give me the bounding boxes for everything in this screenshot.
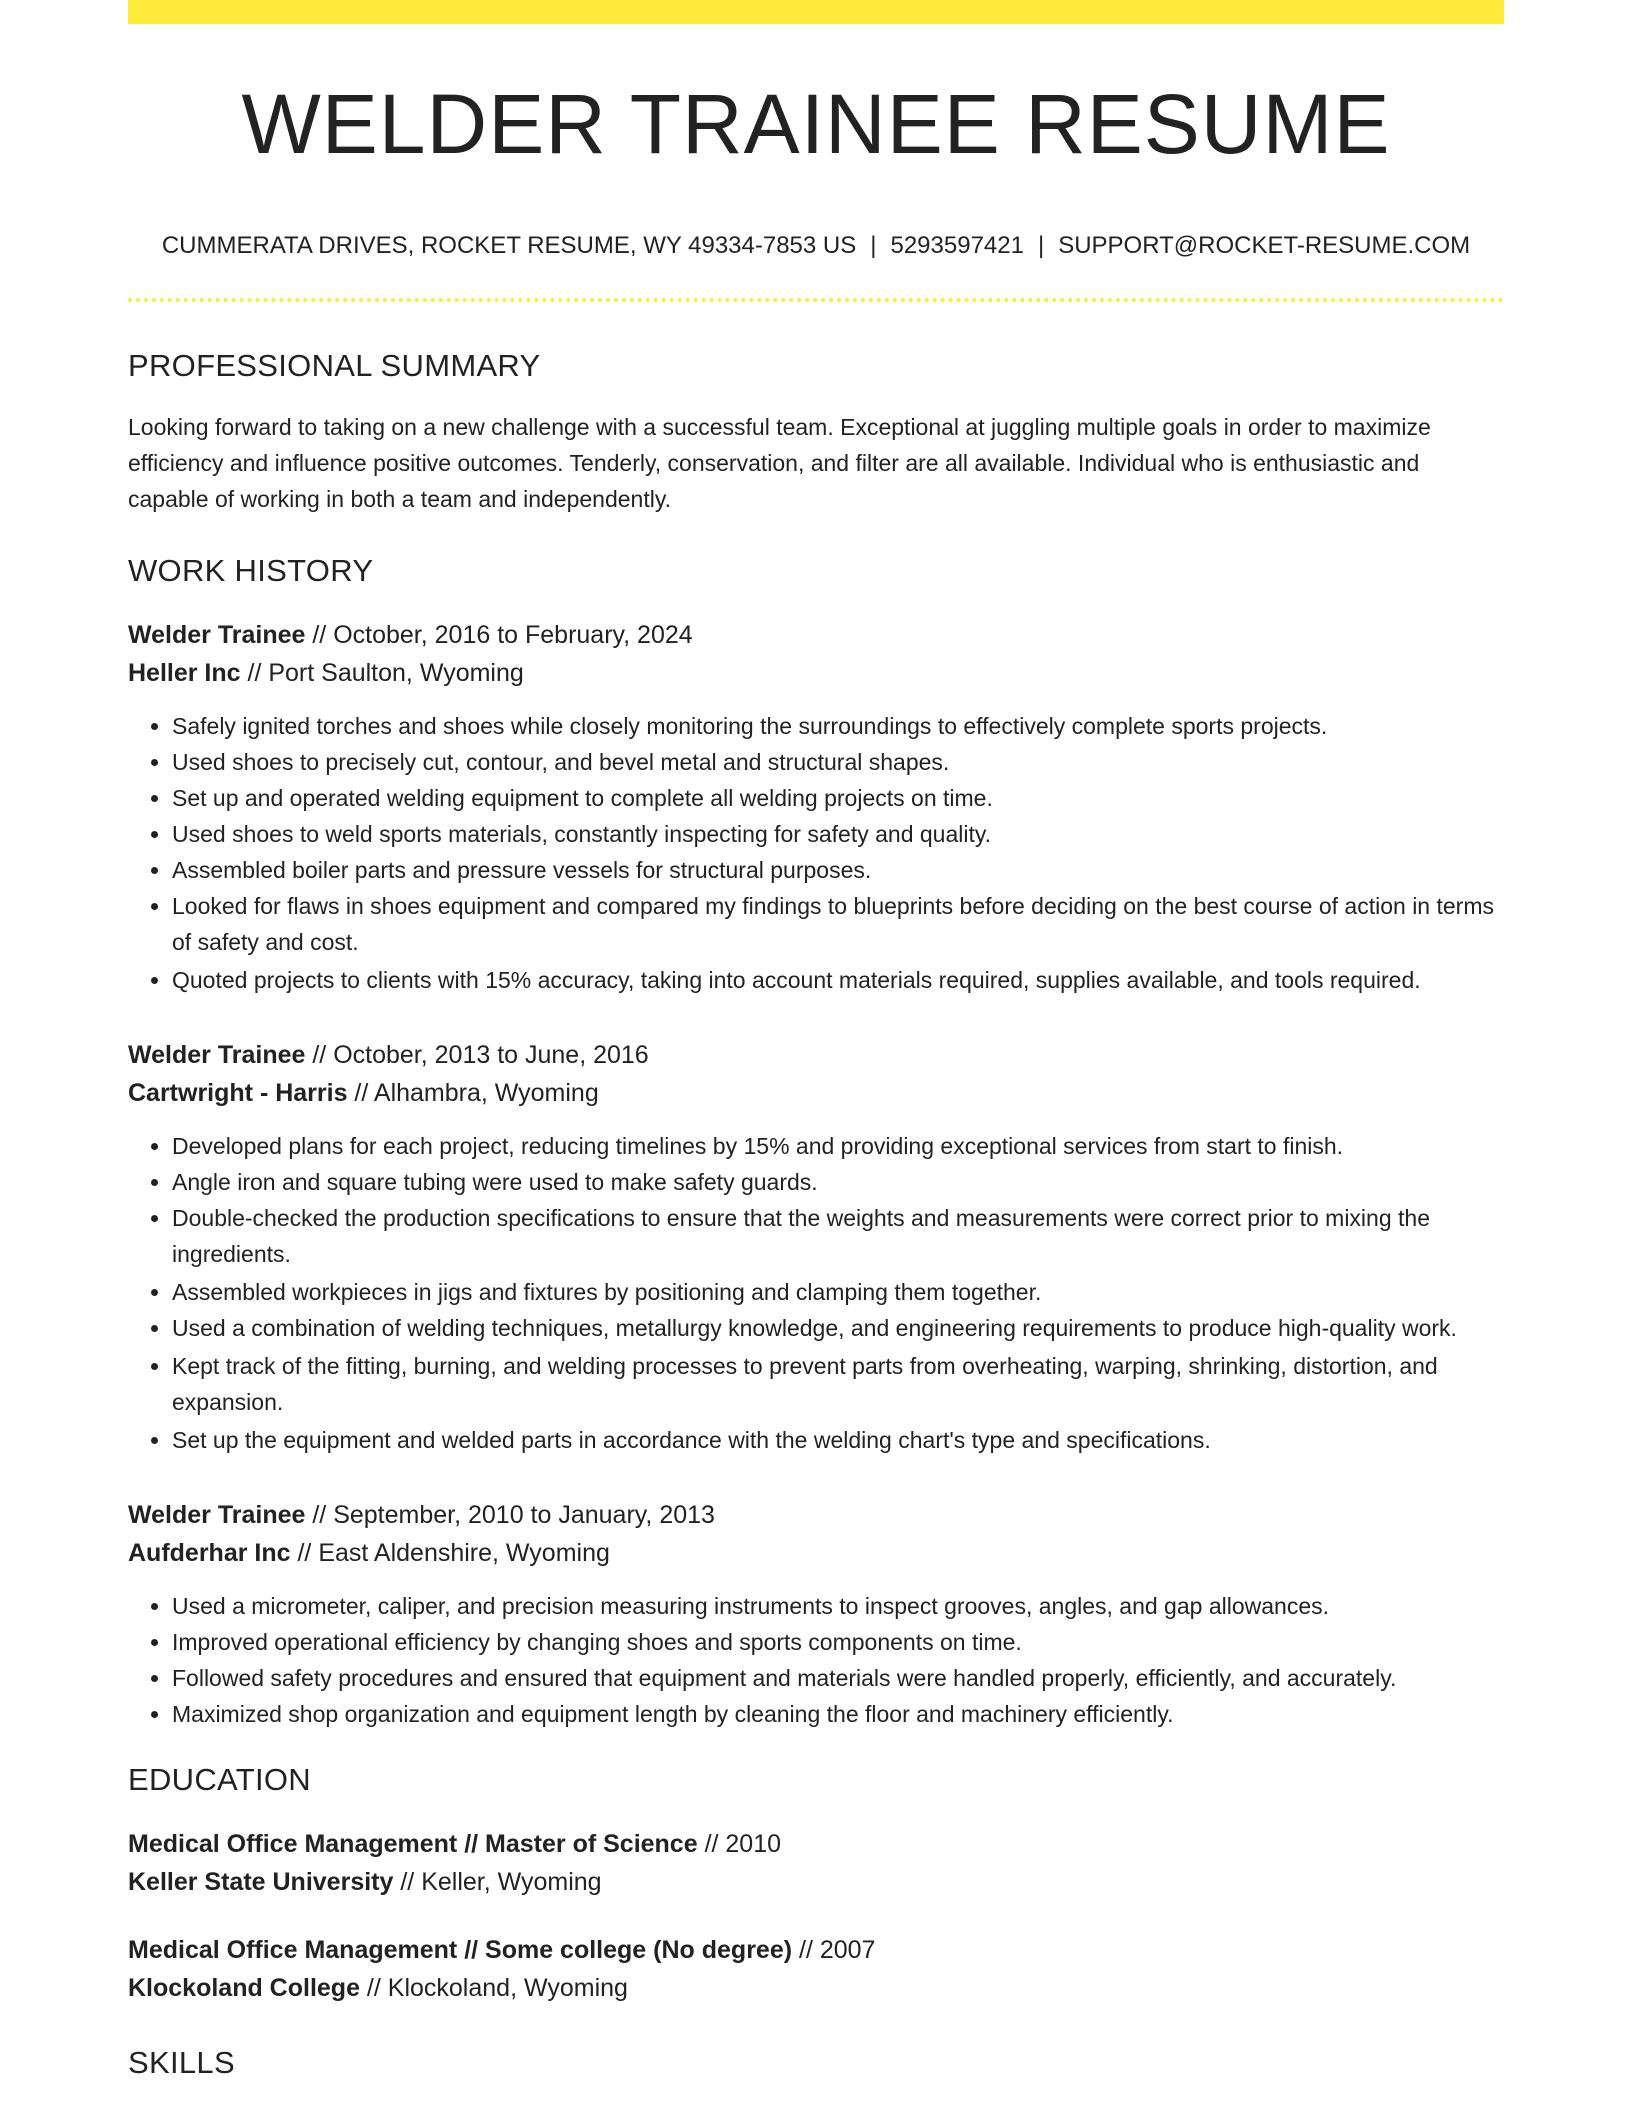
job-bullet: • Developed plans for each project, reducing timelines by 15% and providing exceptional services from start to finish. bbox=[172, 1128, 1504, 1164]
contact-separator: | bbox=[870, 232, 877, 259]
job-bullet: • Kept track of the fitting, burning, and welding processes to prevent parts from overheating, warping, shrinking, distortion, and expansion. bbox=[172, 1348, 1504, 1420]
job-bullet-list bbox=[128, 708, 1504, 998]
job-company-line bbox=[128, 1074, 1504, 1112]
education-entry bbox=[128, 1825, 1504, 1901]
job-role-line bbox=[128, 1496, 1504, 1534]
job-entry bbox=[128, 616, 1504, 998]
education-location: // Klockoland, Wyoming bbox=[359, 1974, 628, 2002]
job-role-line bbox=[128, 1036, 1504, 1074]
job-company-line bbox=[128, 654, 1504, 692]
job-bullet: • Followed safety procedures and ensured that equipment and materials were handled properly, efficiently, and accurately. bbox=[172, 1660, 1504, 1696]
job-role: Welder Trainee bbox=[128, 621, 306, 649]
job-company: Heller Inc bbox=[128, 659, 241, 687]
job-dates: // September, 2010 to January, 2013 bbox=[305, 1501, 715, 1529]
job-bullet: • Used shoes to weld sports materials, constantly inspecting for safety and quality. bbox=[172, 816, 1504, 852]
education-heading: EDUCATION bbox=[128, 1762, 311, 1797]
job-bullet: • Assembled boiler parts and pressure vessels for structural purposes. bbox=[172, 852, 1504, 888]
education-degree-line bbox=[128, 1931, 1504, 1969]
job-bullet: • Double-checked the production specifications to ensure that the weights and measurements were correct prior to mixing the ingredients. bbox=[172, 1200, 1504, 1272]
work-history-heading: WORK HISTORY bbox=[128, 553, 374, 588]
job-role: Welder Trainee bbox=[128, 1501, 306, 1529]
accent-top-bar bbox=[128, 0, 1504, 24]
education-degree: Medical Office Management // Some college (No degree) bbox=[128, 1936, 793, 1964]
education-entry bbox=[128, 1931, 1504, 2007]
job-bullet: • Quoted projects to clients with 15% accuracy, taking into account materials required, supplies available, and tools required. bbox=[172, 962, 1504, 998]
education-school-line bbox=[128, 1969, 1504, 2007]
job-entry bbox=[128, 1496, 1504, 1732]
job-bullet: • Angle iron and square tubing were used to make safety guards. bbox=[172, 1164, 1504, 1200]
job-entry bbox=[128, 1036, 1504, 1458]
job-location: // Alhambra, Wyoming bbox=[347, 1079, 599, 1107]
contact-phone: 5293597421 bbox=[890, 232, 1024, 259]
job-company: Cartwright - Harris bbox=[128, 1079, 348, 1107]
job-bullet: • Used a micrometer, caliper, and precision measuring instruments to inspect grooves, angles, and gap allowances. bbox=[172, 1588, 1504, 1624]
contact-address: CUMMERATA DRIVES, ROCKET RESUME, WY 49334-7853 US bbox=[161, 232, 857, 259]
summary-heading: PROFESSIONAL SUMMARY bbox=[128, 348, 541, 383]
job-dates: // October, 2013 to June, 2016 bbox=[305, 1041, 649, 1069]
skills-heading: SKILLS bbox=[128, 2045, 235, 2080]
summary-text: Looking forward to taking on a new challenge with a successful team. Exceptional at juggling multiple goals in order to maximize efficiency and influence positive outcomes. Tenderly, conservation, and filter are all available. Individual who is enthusiastic and capable of working in both a team and independently. bbox=[128, 414, 1431, 512]
job-bullet: • Looked for flaws in shoes equipment and compared my findings to blueprints before deciding on the best course of action in terms of safety and cost. bbox=[172, 888, 1504, 960]
job-dates: // October, 2016 to February, 2024 bbox=[305, 621, 693, 649]
education-year: // 2007 bbox=[792, 1936, 876, 1964]
contact-email: SUPPORT@ROCKET-RESUME.COM bbox=[1058, 232, 1471, 259]
job-role-line bbox=[128, 616, 1504, 654]
job-company: Aufderhar Inc bbox=[128, 1539, 291, 1567]
job-bullet: • Set up and operated welding equipment to complete all welding projects on time. bbox=[172, 780, 1504, 816]
job-bullet: • Maximized shop organization and equipment length by cleaning the floor and machinery efficiently. bbox=[172, 1696, 1504, 1732]
education-school: Keller State University bbox=[128, 1868, 394, 1896]
resume-title: WELDER TRAINEE RESUME bbox=[241, 77, 1391, 171]
contact-line bbox=[128, 234, 1504, 258]
job-bullet: • Assembled workpieces in jigs and fixtures by positioning and clamping them together. bbox=[172, 1274, 1504, 1310]
job-bullet: • Used shoes to precisely cut, contour, and bevel metal and structural shapes. bbox=[172, 744, 1504, 780]
job-location: // Port Saulton, Wyoming bbox=[240, 659, 524, 687]
job-bullet-list bbox=[128, 1128, 1504, 1458]
job-bullet: • Used a combination of welding techniques, metallurgy knowledge, and engineering requirements to produce high-quality work. bbox=[172, 1310, 1504, 1346]
education-year: // 2010 bbox=[697, 1830, 782, 1858]
contact-separator: | bbox=[1037, 232, 1045, 259]
education-school: Klockoland College bbox=[128, 1974, 360, 2002]
job-bullet-list bbox=[128, 1588, 1504, 1732]
resume-page bbox=[128, 0, 1504, 2078]
job-location: // East Aldenshire, Wyoming bbox=[290, 1539, 610, 1567]
education-school-line bbox=[128, 1863, 1504, 1901]
job-bullet: • Improved operational efficiency by changing shoes and sports components on time. bbox=[172, 1624, 1504, 1660]
job-bullet: • Set up the equipment and welded parts in accordance with the welding chart's type and specifications. bbox=[172, 1422, 1504, 1458]
education-degree-line bbox=[128, 1825, 1504, 1863]
dotted-divider bbox=[128, 298, 1504, 302]
job-company-line bbox=[128, 1534, 1504, 1572]
job-role: Welder Trainee bbox=[128, 1041, 306, 1069]
education-degree: Medical Office Management // Master of Science bbox=[128, 1830, 698, 1858]
job-bullet: • Safely ignited torches and shoes while closely monitoring the surroundings to effectively complete sports projects. bbox=[172, 708, 1504, 744]
education-location: // Keller, Wyoming bbox=[393, 1868, 602, 1896]
